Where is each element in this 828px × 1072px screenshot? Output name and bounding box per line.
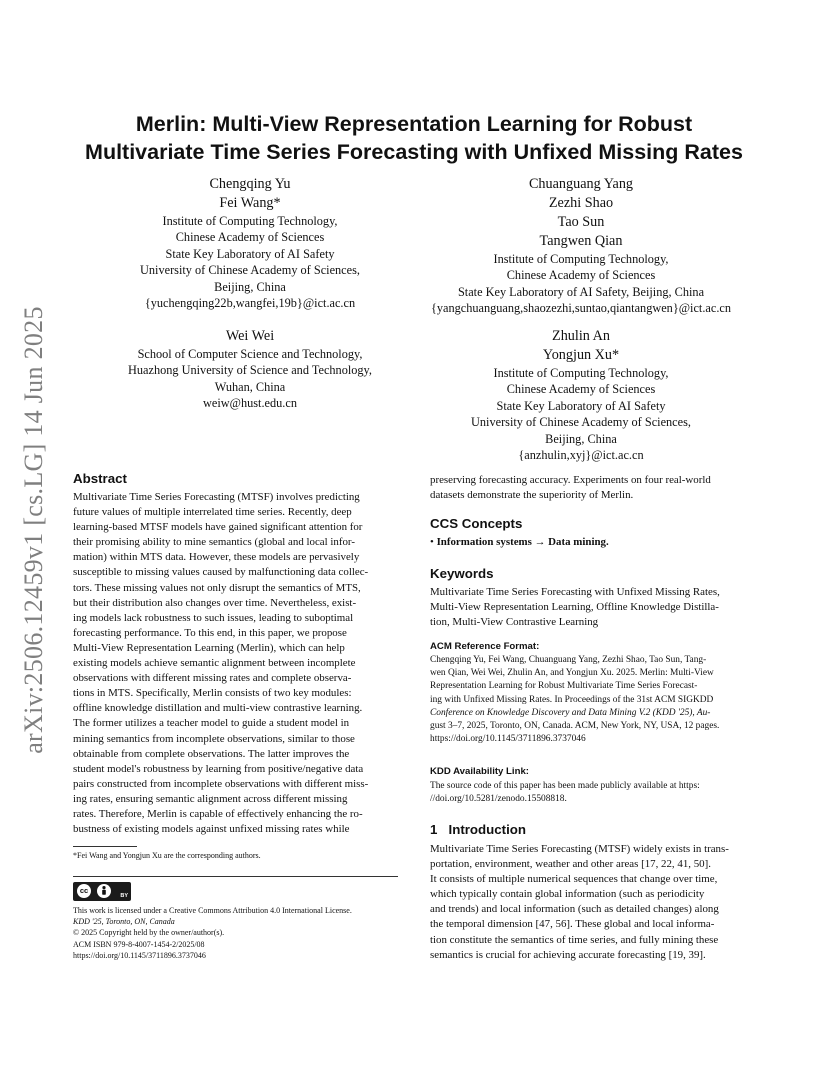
abstract-line: but their distribution also changes over time. Nevertheless, exist- [73,596,357,609]
author-email: {anzhulin,xyj}@ict.ac.cn [518,448,644,463]
abstract-line: mation) within MTS data. However, these models are pervasively [73,551,360,564]
affiliation-line: Beijing, China [545,431,617,446]
ccs-concept-text: Information systems → Data mining. [436,536,609,548]
abstract-continued [430,473,756,503]
author-name: Zezhi Shao [548,195,614,211]
kdd-availability-heading: KDD Availability Link: [430,766,529,777]
acm-reference-doi[interactable]: https://doi.org/10.1145/3711896.3737046 [430,734,586,745]
author-email: weiw@hust.edu.cn [203,396,297,411]
abstract-line: forecasting performance. To this end, in this paper, we propose [73,626,347,639]
abstract-line: preserving forecasting accuracy. Experiments on four real-world [430,474,711,486]
keywords-heading: Keywords [430,566,494,581]
abstract-line: susceptible to missing values caused by malfunctioning data collec- [73,566,369,579]
abstract-line: ing models lack robustness to such issues, leading to suboptimal [73,611,354,624]
author-name: Chuanguang Yang [528,176,634,192]
introduction-heading [430,822,756,837]
license-line: © 2025 Copyright held by the owner/author(s). [73,928,225,938]
keywords-line: tion, Multi-View Contrastive Learning [430,616,599,629]
abstract-line: learning-based MTSF models have gained significant attention for [73,521,363,534]
introduction-section [430,822,756,963]
footnote-rule [73,846,137,847]
affiliation-line: Chinese Academy of Sciences [506,382,656,397]
affiliation-line: Huazhong University of Science and Technology, [128,363,372,378]
keywords-line: Multi-View Representation Learning, Offline Knowledge Distilla- [430,601,719,614]
introduction-line: which typically contain global information (such as periodicity [430,888,705,901]
license-venue: KDD '25, Toronto, ON, Canada [73,917,175,927]
introduction-line: It consists of multiple numerical sequences that change over time, [430,873,718,886]
acm-reference-line: Chengqing Yu, Fei Wang, Chuanguang Yang, Zezhi Shao, Tao Sun, Tang- [430,655,707,665]
abstract-line: offline knowledge distillation and multi-view contrastive learning. [73,702,363,715]
section-title: Introduction [448,822,527,837]
arxiv-stamp [14,300,54,760]
affiliation-line: State Key Laboratory of AI Safety [496,398,666,413]
kdd-availability-section [430,766,756,806]
abstract-line: pairs constructed from incomplete observations with different miss- [73,777,369,790]
keywords-line: Multivariate Time Series Forecasting with Unfixed Missing Rates, [430,586,720,598]
affiliation-line: State Key Laboratory of AI Safety, Beijing, China [457,284,705,299]
author-email: {yangchuanguang,shaozezhi,suntao,qiantangwen}@ict.ac.cn [430,301,732,316]
license-rule [73,876,398,877]
abstract-section [73,471,398,837]
acm-reference-line: Representation Learning for Robust Multivariate Time Series Forecast- [430,681,698,692]
abstract-line: Multi-View Representation Learning (Merlin), which can help [73,641,345,654]
affiliation-line: University of Chinese Academy of Sciences, [140,263,360,278]
author-name: Zhulin An [552,328,610,344]
cc-by-badge [73,882,131,901]
introduction-body [430,842,756,963]
author-name: Wei Wei [225,328,275,344]
abstract-line: observations with different missing rates and complete observa- [73,672,352,685]
abstract-line: datasets demonstrate the superiority of Merlin. [430,489,634,502]
abstract-line: their promising ability to mine semantics (global and local infor- [73,536,355,549]
affiliation-line: Institute of Computing Technology, [493,252,669,266]
keywords-section [430,566,756,630]
abstract-line: The former utilizes a teacher model to guide a student model in [73,717,350,730]
introduction-line: and trends) and local information (such as detailed changes) along [430,903,719,916]
ccs-concept [430,535,756,550]
license-line: This work is licensed under a Creative Commons Attribution 4.0 International License. [73,906,352,915]
introduction-line: semantics is crucial for achieving accurate forecasting [19, 39]. [430,948,706,961]
abstract-line: rates. Therefore, Merlin is capable of effectively enhancing the ro- [73,807,363,820]
affiliation-line: Beijing, China [214,279,286,294]
author-name: Tangwen Qian [539,233,623,249]
affiliation-line: Chinese Academy of Sciences [175,230,325,245]
introduction-line: tion constitute the semantics of time series, and fully mining these [430,933,719,946]
arxiv-id: arXiv:2506.12459v1 [cs.LG] 14 Jun 2025 [19,306,48,754]
acm-reference-section [430,641,756,746]
section-number: 1 [430,822,438,837]
person-icon [97,884,111,898]
kdd-availability-link[interactable]: //doi.org/10.5281/zenodo.15508818. [430,794,567,805]
author-block-4 [420,327,742,463]
by-label: BY [120,893,128,899]
acm-reference-heading: ACM Reference Format: [430,641,540,652]
abstract-line: tors. These missing values not only disrupt the semantics of MTS, [73,581,361,594]
author-name: Fei Wang* [219,195,281,211]
abstract-line: future values of multiple interrelated time series. Recently, deep [73,506,352,519]
kdd-availability-body [430,780,756,806]
abstract-body [73,490,398,837]
acm-reference-line: Conference on Knowledge Discovery and Data Mining V.2 (KDD '25), Au- [430,707,711,718]
abstract-line: mining semantics from incomplete observations, similar to those [73,732,355,745]
author-block-3 [100,327,400,412]
author-email: {yuchengqing22b,wangfei,19b}@ict.ac.cn [144,296,356,311]
abstract-line: bustness of existing models against unfixed missing rates while [73,823,350,836]
affiliation-line: Wuhan, China [214,379,286,394]
author-name: Yongjun Xu* [542,347,620,363]
author-block-2 [420,175,742,317]
affiliation-line: University of Chinese Academy of Sciences, [471,415,691,430]
abstract-line: Multivariate Time Series Forecasting (MTSF) involves predicting [73,491,360,503]
keywords-body [430,585,756,630]
affiliation-line: State Key Laboratory of AI Safety [165,246,335,261]
paper-title [60,110,768,166]
introduction-line: portation, environment, weather and other areas [17, 22, 41, 50]. [430,858,711,871]
license-line: ACM ISBN 979-8-4007-1454-2/2025/08 [73,939,205,949]
introduction-line: the temporal dimension [47, 56]. These global and local informa- [430,918,715,931]
bullet: • [430,536,434,548]
abstract-line: existing models achieve semantic alignment between incomplete [73,657,356,670]
author-name: Chengqing Yu [209,176,291,192]
ccs-heading: CCS Concepts [430,516,523,531]
affiliation-line: Institute of Computing Technology, [162,214,338,228]
author-name: Tao Sun [557,214,605,230]
affiliation-line: School of Computer Science and Technology, [137,347,363,361]
kdd-availability-line: The source code of this paper has been made publicly available at https: [430,781,700,791]
author-block-1 [100,175,400,311]
abstract-line: tions in MTS. Specifically, Merlin consists of two key modules: [73,687,352,700]
cc-icon: cc [77,884,91,898]
abstract-line: ing rates, ensuring semantic alignment across different missing [73,792,348,805]
ccs-section [430,516,756,550]
introduction-line: Multivariate Time Series Forecasting (MTSF) widely exists in trans- [430,843,729,855]
acm-reference-body [430,654,756,746]
footnote: *Fei Wang and Yongjun Xu are the corresponding authors. [73,851,261,860]
title-line-1: Merlin: Multi-View Representation Learning for Robust [135,112,693,136]
title-line-2: Multivariate Time Series Forecasting with Unfixed Missing Rates [85,140,743,164]
acm-reference-line: ing with Unfixed Missing Rates. In Proceedings of the 31st ACM SIGKDD [430,694,714,705]
license-doi[interactable]: https://doi.org/10.1145/3711896.3737046 [73,950,206,960]
abstract-line: obtainable from complete observations. The latter improves the [73,747,350,760]
abstract-line: student model's robustness by learning from positive/negative data [73,762,364,775]
abstract-heading: Abstract [73,471,127,486]
affiliation-line: Chinese Academy of Sciences [506,268,656,283]
affiliation-line: Institute of Computing Technology, [493,366,669,380]
license-block [73,905,403,961]
acm-reference-line: wen Qian, Wei Wei, Zhulin An, and Yongjun Xu. 2025. Merlin: Multi-View [430,668,714,679]
acm-reference-line: gust 3–7, 2025, Toronto, ON, Canada. ACM, New York, NY, USA, 12 pages. [430,721,720,732]
